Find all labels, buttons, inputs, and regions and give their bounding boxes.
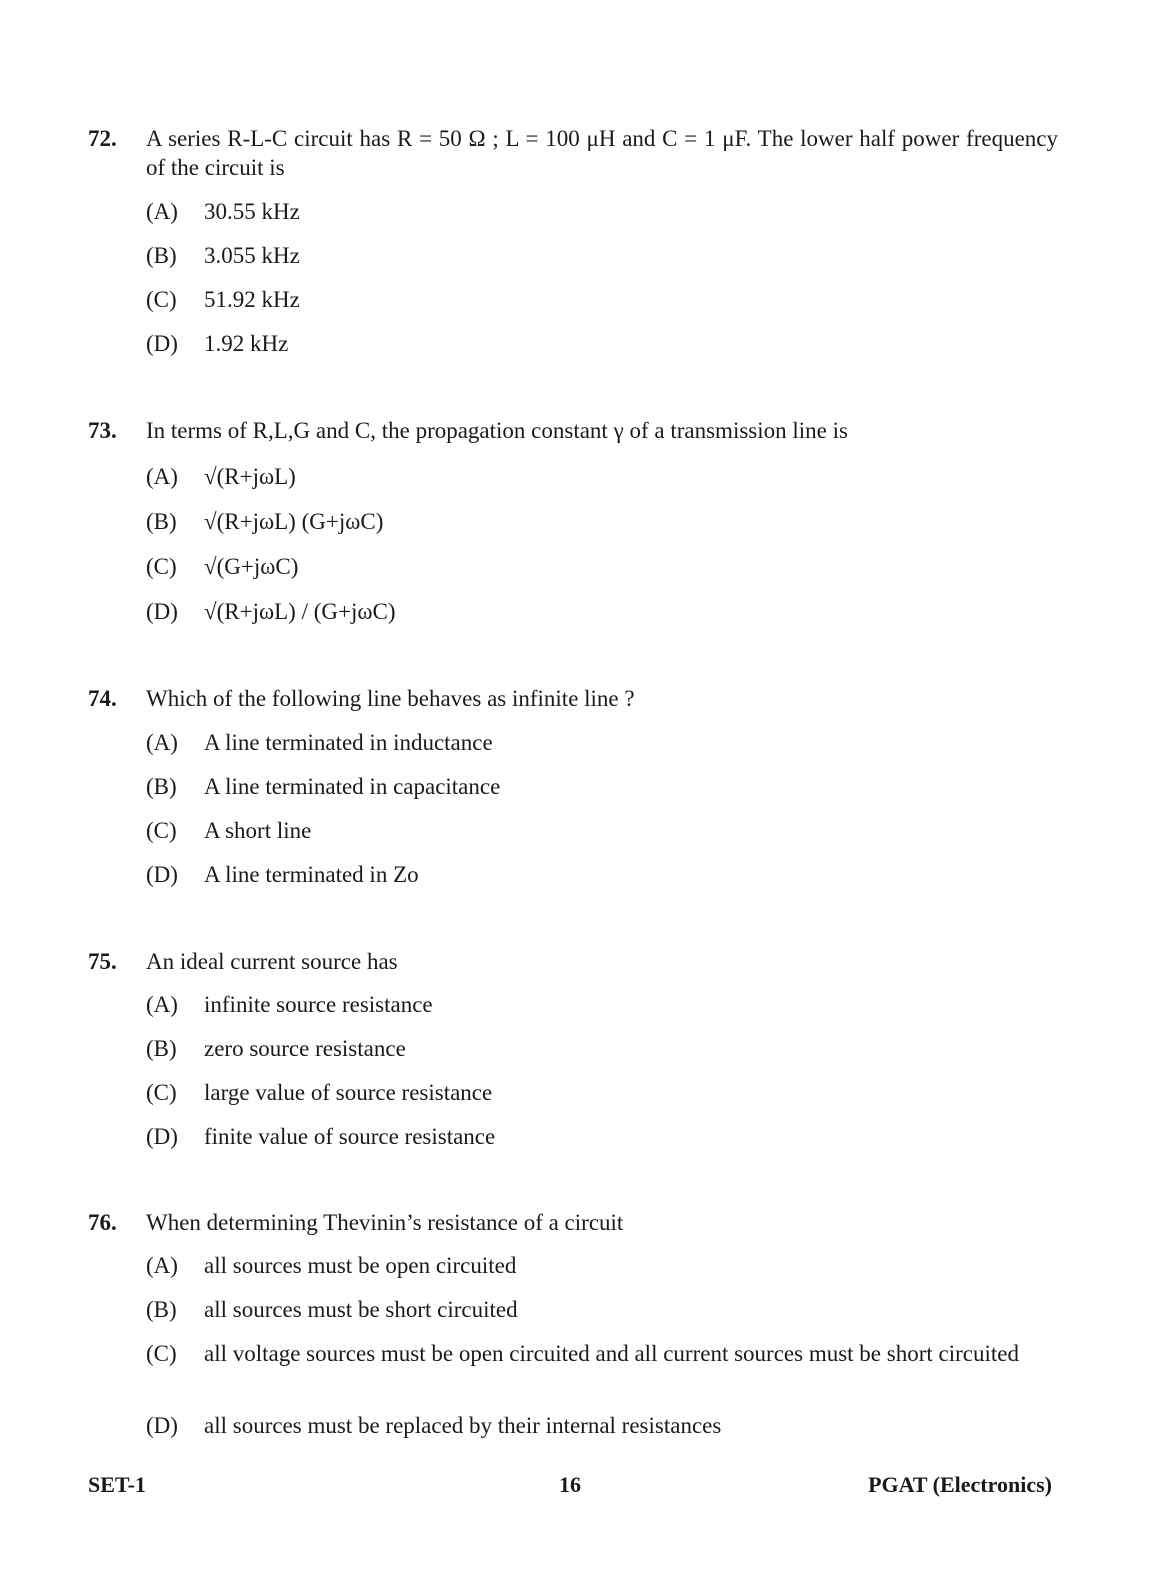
option-label: (B) <box>146 243 177 268</box>
option-label: (B) <box>146 1297 177 1322</box>
option-label: (D) <box>146 331 178 356</box>
option-text: all sources must be short circuited <box>204 1297 518 1322</box>
option-label: (A) <box>146 992 178 1017</box>
question-number: 76. <box>88 1210 117 1235</box>
option-text: large value of source resistance <box>204 1080 493 1105</box>
option-label: (B) <box>146 509 177 534</box>
option-text: A line terminated in inductance <box>204 730 493 755</box>
option-label: (C) <box>146 554 177 579</box>
footer-subject: PGAT (Electronics) <box>868 1472 1052 1497</box>
question-text: When determining Thevinin’s resistance of a circuit <box>146 1210 624 1235</box>
option-text: 3.055 kHz <box>204 243 300 268</box>
question-76 <box>88 1208 1058 1455</box>
option-label: (D) <box>146 1413 178 1438</box>
option-c <box>146 1339 1058 1411</box>
question-text: In terms of R,L,G and C, the propagation constant γ of a transmission line is <box>146 418 848 443</box>
option-a <box>146 1251 1058 1295</box>
question-text: A series R-L-C circuit has R = 50 Ω ; L = 100 μH and C = 1 μF. The lower half power frequency of the circuit is <box>146 126 1058 180</box>
option-text: A line terminated in capacitance <box>204 774 501 799</box>
footer-set-label: SET-1 <box>88 1472 146 1497</box>
option-label: (D) <box>146 862 178 887</box>
option-c <box>146 552 1058 597</box>
option-text: all sources must be open circuited <box>204 1253 517 1278</box>
option-a <box>146 728 1058 772</box>
option-b <box>146 507 1058 552</box>
option-text: all voltage sources must be open circuited and all current sources must be short circuited <box>204 1341 1019 1366</box>
question-72 <box>88 124 1058 373</box>
option-label: (D) <box>146 1124 178 1149</box>
option-text: infinite source resistance <box>204 992 433 1017</box>
option-text: 51.92 kHz <box>204 287 300 312</box>
options-list <box>146 197 1058 373</box>
options-list <box>146 462 1058 642</box>
option-text: 1.92 kHz <box>204 331 289 356</box>
option-a <box>146 990 1058 1034</box>
option-label: (B) <box>146 1036 177 1061</box>
question-number: 74. <box>88 686 117 711</box>
options-list <box>146 728 1058 904</box>
options-list <box>146 1251 1058 1455</box>
question-73 <box>88 416 1058 642</box>
option-a <box>146 197 1058 241</box>
option-label: (D) <box>146 599 178 624</box>
question-text: An ideal current source has <box>146 949 398 974</box>
option-b <box>146 1295 1058 1339</box>
option-text: √(R+jωL) (G+jωC) <box>204 509 384 534</box>
option-b <box>146 772 1058 816</box>
option-label: (C) <box>146 1080 177 1105</box>
option-d <box>146 1122 1058 1166</box>
option-label: (A) <box>146 1253 178 1278</box>
option-d <box>146 329 1058 373</box>
page-footer <box>88 1472 1052 1502</box>
option-text: √(R+jωL) <box>204 464 296 489</box>
option-c <box>146 1078 1058 1122</box>
option-label: (B) <box>146 774 177 799</box>
option-c <box>146 816 1058 860</box>
option-text: A short line <box>204 818 312 843</box>
question-text: Which of the following line behaves as infinite line ? <box>146 686 635 711</box>
question-number: 72. <box>88 126 117 151</box>
option-text: all sources must be replaced by their internal resistances <box>204 1413 722 1438</box>
question-75 <box>88 947 1058 1166</box>
option-d <box>146 597 1058 642</box>
option-b <box>146 1034 1058 1078</box>
option-text: √(R+jωL) / (G+jωC) <box>204 599 396 624</box>
option-label: (C) <box>146 287 177 312</box>
option-label: (C) <box>146 1341 177 1366</box>
option-text: zero source resistance <box>204 1036 406 1061</box>
option-label: (A) <box>146 199 178 224</box>
option-text: A line terminated in Zo <box>204 862 419 887</box>
question-number: 75. <box>88 949 117 974</box>
footer-page-number: 16 <box>559 1472 581 1497</box>
option-d <box>146 1411 1058 1455</box>
option-b <box>146 241 1058 285</box>
option-label: (A) <box>146 730 178 755</box>
option-c <box>146 285 1058 329</box>
option-label: (C) <box>146 818 177 843</box>
question-74 <box>88 684 1058 904</box>
option-text: finite value of source resistance <box>204 1124 496 1149</box>
option-text: √(G+jωC) <box>204 554 299 579</box>
option-label: (A) <box>146 464 178 489</box>
option-a <box>146 462 1058 507</box>
question-number: 73. <box>88 418 117 443</box>
option-text: 30.55 kHz <box>204 199 300 224</box>
options-list <box>146 990 1058 1166</box>
option-d <box>146 860 1058 904</box>
